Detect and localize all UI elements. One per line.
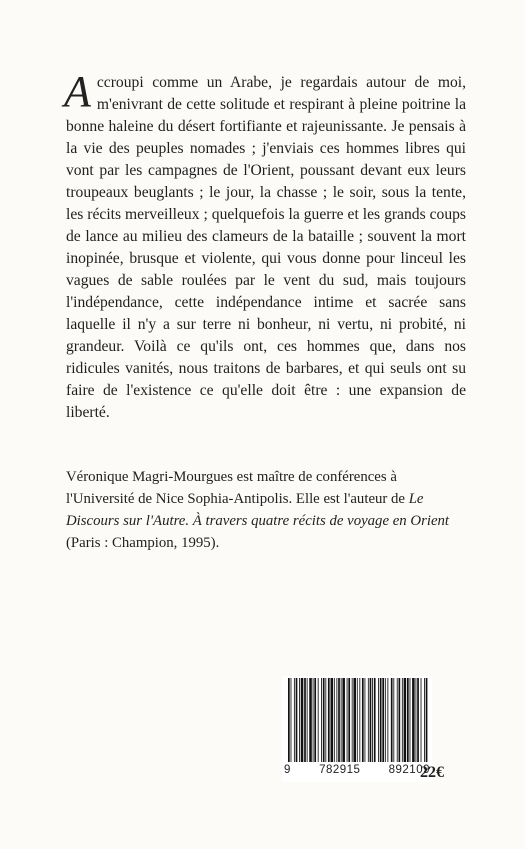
author-bio-publisher: (Paris : Champion, 1995). xyxy=(66,535,220,551)
barcode-bar xyxy=(370,678,372,762)
barcode-bar xyxy=(288,678,290,762)
barcode-bar xyxy=(378,678,379,762)
barcode-bar xyxy=(385,678,386,762)
book-title: Le Discours sur l'Autre. À travers quatre récits de voyage en Orient xyxy=(66,491,450,529)
barcode-bar xyxy=(421,678,422,762)
barcode-bar xyxy=(374,678,376,762)
barcode-bar xyxy=(357,678,358,762)
barcode-bar xyxy=(299,678,300,762)
barcode-bar xyxy=(380,678,382,762)
barcode-bar xyxy=(294,678,295,762)
barcode-bar xyxy=(402,678,403,762)
barcode-bar xyxy=(291,678,292,762)
author-bio-text: Véronique Magri-Mourgues est maître de conférences à l'Université de Nice Sophia-Antipolis. Elle est l'auteur de xyxy=(66,469,409,507)
barcode-bar xyxy=(368,678,369,762)
barcode-bar xyxy=(404,678,407,762)
dropcap-letter: A xyxy=(64,67,91,116)
barcode-digit-group: 782915 xyxy=(319,764,361,776)
barcode-digit-group: 9 xyxy=(284,764,291,776)
author-bio xyxy=(66,466,468,554)
barcode-bar xyxy=(323,678,325,762)
barcode-bar xyxy=(397,678,398,762)
barcode-bar xyxy=(321,678,322,762)
barcode-bar xyxy=(313,678,314,762)
barcode-bar xyxy=(352,678,353,762)
barcode-bar xyxy=(412,678,415,762)
barcode-bar xyxy=(391,678,393,762)
barcode-bar xyxy=(342,678,345,762)
barcode-bar xyxy=(393,678,394,762)
barcode-bar xyxy=(365,678,366,762)
barcode-bar xyxy=(328,678,330,762)
barcode-bar xyxy=(372,678,373,762)
barcode-bar xyxy=(347,678,348,762)
barcode-bar xyxy=(331,678,334,762)
barcode-bar xyxy=(334,678,335,762)
barcode-bar xyxy=(318,678,319,762)
barcode-bar xyxy=(325,678,326,762)
barcode-bar xyxy=(304,678,306,762)
isbn-barcode xyxy=(282,676,432,782)
barcode-bar xyxy=(359,678,360,762)
barcode-bar xyxy=(336,678,337,762)
barcode-bar xyxy=(348,678,350,762)
excerpt-text: ccroupi comme un Arabe, je regardais autour de moi, m'enivrant de cette solitude et respirant à pleine poitrine la bonne haleine du désert fortifiante et rajeunissante. Je pensais à la vie des peuples nomades ; j'enviais ces hommes libres qui vont par les campagnes de l'Orient, poussant devant eux leurs troupeaux beuglants ; le jour, la chasse ; le soir, sous la tente, les récits merveilleux ; quelquefois la guerre et les grands coups de lance au milieu des clameurs de la bataille ; souvent la mort inopinée, brusque et violente, qui vous donne pour linceul les vagues de sable roulées par le vent du sud, mais toujours l'indépendance, cette indépendance intime et sacrée sans laquelle il n'y a sur terre ni bonheur, ni vertu, ni probité, ni grandeur. Voilà ce qu'ils ont, ces hommes que, dans nos ridicules vanités, nous traitons de barbares, et qui seuls ont su faire de l'existence ce qu'elle doit être : une expansion de liberté. xyxy=(66,74,466,421)
barcode-bar xyxy=(338,678,340,762)
barcode-bar xyxy=(410,678,411,762)
barcode-bar xyxy=(382,678,384,762)
barcode-bar xyxy=(353,678,356,762)
barcode-bar xyxy=(296,678,298,762)
price-label: 22€ xyxy=(420,764,444,781)
barcode-bar xyxy=(362,678,364,762)
barcode-bar xyxy=(399,678,401,762)
barcode-bar xyxy=(426,678,428,762)
barcode-bar xyxy=(309,678,312,762)
barcode-bar xyxy=(407,678,409,762)
barcode-bar xyxy=(416,678,417,762)
barcode-bars xyxy=(286,676,428,764)
barcode-digits xyxy=(282,764,432,776)
barcode-bar xyxy=(417,678,419,762)
barcode-bar xyxy=(307,678,308,762)
back-cover-excerpt xyxy=(64,67,466,424)
barcode-bar xyxy=(314,678,316,762)
barcode-bar xyxy=(301,678,304,762)
barcode-bar xyxy=(424,678,425,762)
barcode-bar xyxy=(387,678,388,762)
barcode-digit-group: 892109 xyxy=(388,764,430,776)
barcode-bar xyxy=(341,678,342,762)
